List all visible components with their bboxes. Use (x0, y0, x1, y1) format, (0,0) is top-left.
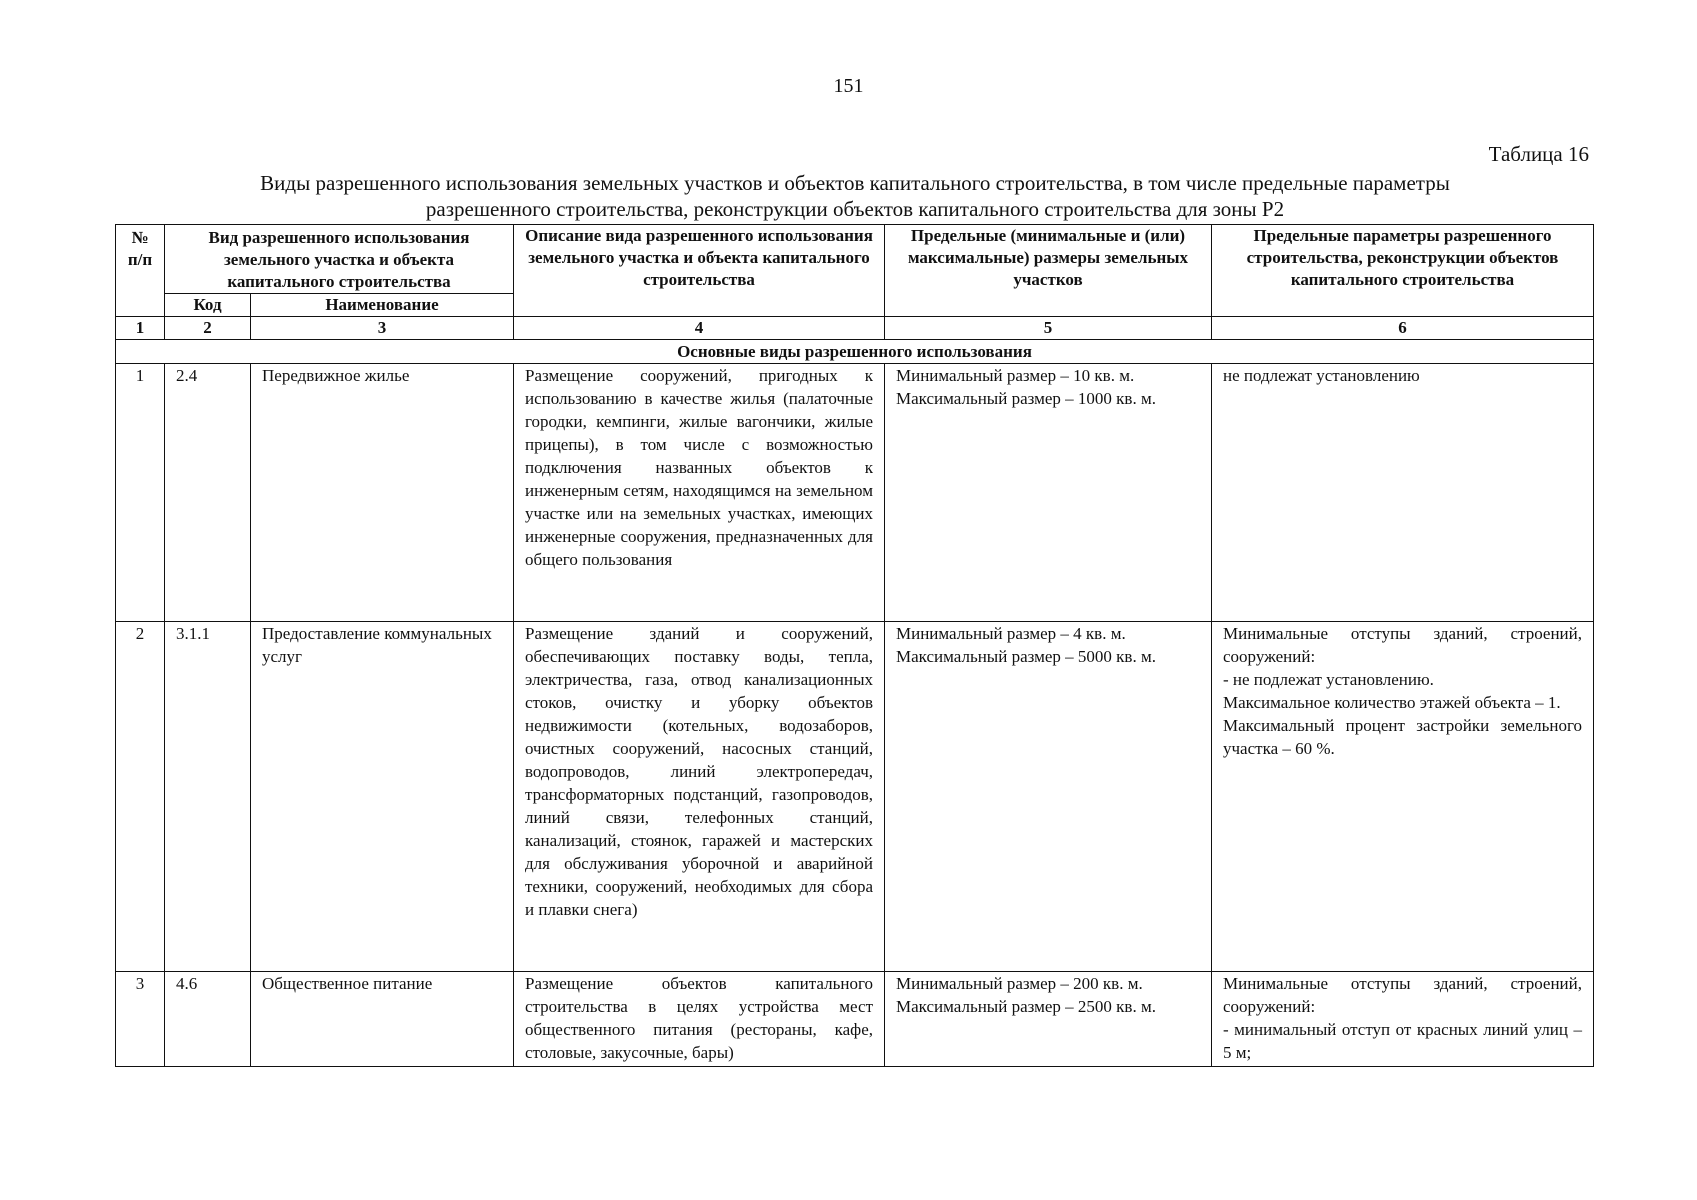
section-row (116, 340, 1594, 364)
column-numbers-row (116, 317, 1594, 340)
size-line: Максимальный размер – 5000 кв. м. (896, 647, 1156, 666)
row-name: Передвижное жилье (251, 364, 514, 622)
row-params (1212, 972, 1594, 1067)
row-name: Предоставление коммунальных услуг (251, 622, 514, 972)
zoning-table (115, 224, 1594, 1067)
column-number: 6 (1212, 317, 1594, 340)
header-num: № п/п (116, 225, 165, 317)
size-line: Максимальный размер – 2500 кв. м. (896, 997, 1156, 1016)
param-line: - не подлежат установлению. (1223, 670, 1434, 689)
size-line: Минимальный размер – 10 кв. м. (896, 366, 1135, 385)
column-number: 2 (165, 317, 251, 340)
size-line: Минимальный размер – 200 кв. м. (896, 974, 1143, 993)
row-params (1212, 622, 1594, 972)
row-sizes (885, 622, 1212, 972)
row-desc: Размещение сооружений, пригодных к использованию в качестве жилья (палаточные городки, кемпинги, жилые вагончики, жилые прицепы), в том числе с возможностью подключения названных объектов к инженерным сетям, находящимся на земельном участке или на земельных участках, имеющих инженерные сооружения, предназначенных для общего пользования (514, 364, 885, 622)
caption-line-1: Виды разрешенного использования земельных участков и объектов капитального строительства, в том числе предельные параметры (260, 171, 1450, 195)
row-desc: Размещение объектов капитального строительства в целях устройства мест общественного питания (рестораны, кафе, столовые, закусочные, бары) (514, 972, 885, 1067)
column-number: 1 (116, 317, 165, 340)
header-sizes: Предельные (минимальные и (или) максимальные) размеры земельных участков (885, 225, 1212, 317)
column-number: 3 (251, 317, 514, 340)
row-desc: Размещение зданий и сооружений, обеспечивающих поставку воды, тепла, электричества, газа, отвод канализационных стоков, очистку и уборку объектов недвижимости (котельных, водозаборов, очистных сооружений, насосных станций, водопроводов, линий электропередач, трансформаторных подстанций, газопроводов, линий связи, телефонных станций, канализаций, стоянок, гаражей и мастерских для обслуживания уборочной и аварийной техники, сооружений, необходимых для сбора и плавки снега) (514, 622, 885, 972)
param-line: - минимальный отступ от красных линий улиц – 5 м; (1223, 1020, 1582, 1062)
column-number: 4 (514, 317, 885, 340)
row-num: 2 (116, 622, 165, 972)
page-number: 151 (833, 75, 864, 97)
header-desc: Описание вида разрешенного использования земельного участка и объекта капитального строительства (514, 225, 885, 317)
param-line: не подлежат установлению (1223, 366, 1420, 385)
header-type-group: Вид разрешенного использования земельного участка и объекта капитального строительства (165, 225, 514, 294)
param-line: Максимальный процент застройки земельного участка – 60 %. (1223, 716, 1582, 758)
row-code: 3.1.1 (165, 622, 251, 972)
size-line: Минимальный размер – 4 кв. м. (896, 624, 1126, 643)
section-title: Основные виды разрешенного использования (116, 340, 1594, 364)
table-label: Таблица 16 (1488, 142, 1589, 166)
caption-line-2: разрешенного строительства, реконструкции объектов капитального строительства для зоны Р2 (425, 197, 1285, 221)
row-sizes (885, 972, 1212, 1067)
row-params (1212, 364, 1594, 622)
param-line: Минимальные отступы зданий, строений, сооружений: (1223, 974, 1582, 1016)
row-code: 4.6 (165, 972, 251, 1067)
table-row (116, 364, 1594, 622)
row-sizes (885, 364, 1212, 622)
table-caption (115, 170, 1595, 222)
row-num: 1 (116, 364, 165, 622)
row-num: 3 (116, 972, 165, 1067)
size-line: Максимальный размер – 1000 кв. м. (896, 389, 1156, 408)
header-code: Код (165, 294, 251, 317)
header-row (116, 225, 1594, 294)
header-params: Предельные параметры разрешенного строительства, реконструкции объектов капитального строительства (1212, 225, 1594, 317)
param-line: Минимальные отступы зданий, строений, сооружений: (1223, 624, 1582, 666)
row-name: Общественное питание (251, 972, 514, 1067)
table-row (116, 622, 1594, 972)
table-row (116, 972, 1594, 1067)
header-name: Наименование (251, 294, 514, 317)
row-code: 2.4 (165, 364, 251, 622)
column-number: 5 (885, 317, 1212, 340)
param-line: Максимальное количество этажей объекта – 1. (1223, 693, 1561, 712)
